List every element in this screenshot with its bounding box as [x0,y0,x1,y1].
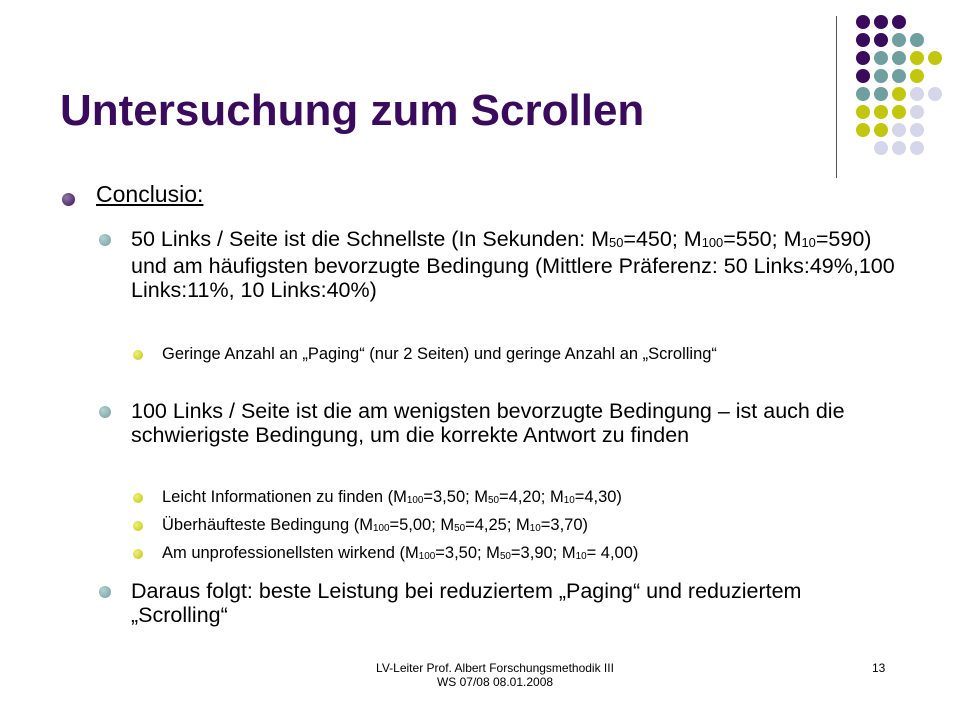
bullet-icon [99,234,111,246]
bullet-icon [99,586,111,598]
list-item: Überhäufteste Bedingung ($M_{100}=5,00$; $M_{50}=4,25$; $M_{10}=3,70$) [162,516,589,534]
bullet-icon [99,406,111,418]
dot-row-6 [856,105,924,119]
list-item: 100 Links / Seite ist die am wenigsten bevorzugte Bedingung – ist auch die schwierigste Bedingung, um die korrekte Antwort zu finden [131,399,845,447]
dot-row-5 [856,87,942,101]
decorative-divider-line [836,16,837,178]
list-item: Am unprofessionellsten wirkend ($M_{100}=3,50$; $M_{50}=3,90$; $M_{10}= 4,00$) [162,544,639,562]
list-item: Daraus folgt: beste Leistung bei reduziertem „Paging“ und reduziertem „Scrolling“ [131,579,802,627]
footer-line-1: LV-Leiter Prof. Albert Forschungsmethodik III [376,661,614,675]
footer-line-2: WS 07/08 08.01.2008 [436,675,554,689]
list-item: Geringe Anzahl an „Paging“ (nur 2 Seiten) und geringe Anzahl an „Scrolling“ [162,345,717,363]
slide-title: Untersuchung zum Scrollen [60,86,645,135]
footer-text [330,661,660,689]
bullet-icon [133,549,143,559]
bullet-icon [62,193,75,206]
dot-row-8 [874,141,924,155]
conclusio-heading: Conclusio: [96,181,204,207]
bullet-icon [133,521,143,531]
bullet-icon [133,493,143,503]
list-item: 50 Links / Seite ist die Schnellste (In Sekunden: $M_{50}=450$; $M_{100}=550$; $M_{10}=590$) und am häufigsten bevorzugte Bedingung (Mittlere Präferenz: 50 Links:49%,100 Links:11%, 10 Links:40%) [131,227,895,302]
list-item: Leicht Informationen zu finden ($M_{100}=3,50$; $M_{50}=4,20$; $M_{10}=4,30$) [162,488,622,506]
dot-row-2 [856,33,924,47]
dot-row-1 [856,15,906,29]
dot-row-7 [856,123,924,137]
dot-row-3 [856,51,942,65]
dot-row-4 [856,69,924,83]
page-number: 13 [872,661,886,675]
bullet-icon [133,350,143,360]
